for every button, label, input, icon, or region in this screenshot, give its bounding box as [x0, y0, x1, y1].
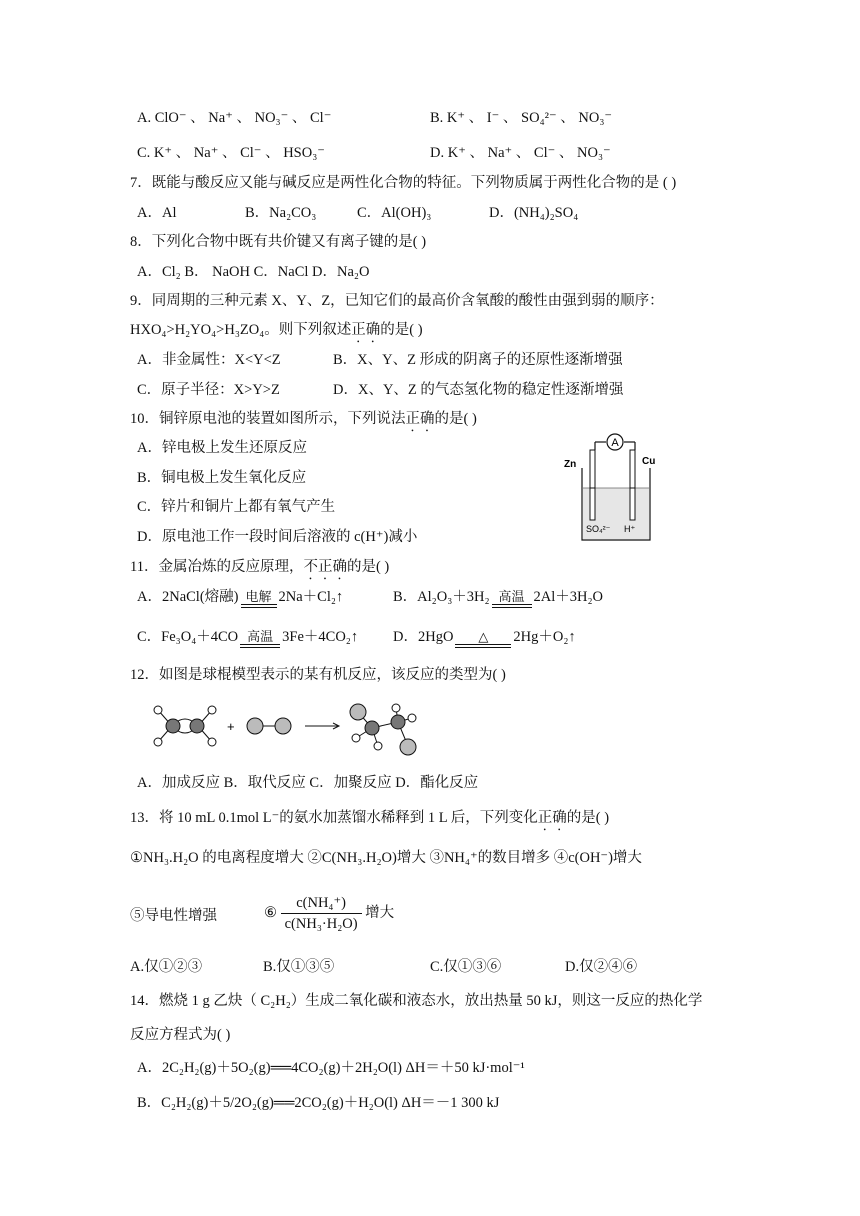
q11-option-a: A．2NaCl(熔融) 电解 2Na＋Cl₂↑ — [137, 586, 343, 608]
q6-option-d: D. K⁺ 、 Na⁺ 、 Cl⁻ 、 NO₃⁻ — [430, 145, 611, 161]
q13-option-d: D.仅②④⑥ — [565, 959, 638, 975]
q13-stem: 13．将 10 mL 0.1mol L⁻的氨水加蒸馏水稀释到 1 L 后，下列变化正确的是( ) — [130, 810, 610, 826]
q6-option-c: C. K⁺ 、 Na⁺ 、 Cl⁻ 、 HSO₃⁻ — [137, 145, 325, 161]
q6-option-a: A. ClO⁻ 、 Na⁺ 、 NO₃⁻ 、 Cl⁻ — [137, 110, 332, 126]
q9-option-b: B．X、Y、Z 形成的阴离子的还原性逐渐增强 — [333, 352, 623, 368]
q13-option-a: A.仅①②③ — [130, 959, 203, 975]
zinc-label: Zn — [564, 459, 577, 470]
q10-option-a: A．锌电极上发生还原反应 — [137, 440, 307, 456]
q14-stem-line2: 反应方程式为( ) — [130, 1027, 231, 1043]
q13-option-b: B.仅①③⑤ — [263, 959, 335, 975]
copper-label: Cu — [642, 456, 656, 467]
q12-stem: 12．如图是球棍模型表示的某有机反应，该反应的类型为( ) — [130, 667, 506, 683]
q10-option-c: C．锌片和铜片上都有氧气产生 — [137, 499, 336, 515]
q7-option-a: A．Al — [137, 205, 177, 221]
q9-option-d: D．X、Y、Z 的气态氢化物的稳定性逐渐增强 — [333, 382, 624, 398]
q13-items-1-4: ①NH₃.H₂O 的电离程度增大 ②C(NH₃.H₂O)增大 ③NH₄⁺的数目增多 ④c(OH⁻)增大 — [130, 850, 642, 866]
q14-option-a: A．2C₂H₂(g)＋5O₂(g)══4CO₂(g)＋2H₂O(l) ΔH＝＋50 kJ·mol⁻¹ — [137, 1060, 525, 1076]
q11-option-d: D．2HgO △ 2Hg＋O₂↑ — [393, 626, 576, 648]
q8-stem: 8．下列化合物中既有共价键又有离子键的是( ) — [130, 234, 427, 250]
q12-options: A．加成反应 B．取代反应 C．加聚反应 D．酯化反应 — [137, 775, 479, 791]
q13-item-5: ⑤导电性增强 — [130, 908, 217, 924]
q6-option-b: B. K⁺ 、 I⁻ 、 SO₄²⁻ 、 NO₃⁻ — [430, 110, 613, 126]
reactant-molecule-1 — [154, 706, 216, 746]
q9-stem-line2: HXO₄>H₂YO₄>H₃ZO₄。则下列叙述正确的是( ) — [130, 322, 423, 338]
q14-option-b: B．C₂H₂(g)＋5/2O₂(g)══2CO₂(g)＋H₂O(l) ΔH＝－1 300 kJ — [137, 1095, 500, 1111]
q13-item-6: ⑥ $\frac{\text{c(NH₄⁺)}}{\text{c(NH₃·H₂O)}}$ 增大 — [264, 895, 395, 932]
q11-option-b: B．Al₂O₃＋3H₂ 高温 2Al＋3H₂O — [393, 586, 603, 608]
q13-option-c: C.仅①③⑥ — [430, 959, 502, 975]
q9-stem-line1: 9．同周期的三种元素 X、Y、Z，已知它们的最高价含氧酸的酸性由强到弱的顺序： — [130, 293, 664, 309]
sulfate-ion-label: SO₄²⁻ — [586, 524, 611, 534]
q7-option-b: B．Na₂CO₃ — [245, 205, 317, 221]
ball-stick-reaction-diagram — [150, 698, 430, 762]
galvanic-cell-diagram — [560, 430, 670, 542]
q10-stem: 10．铜锌原电池的装置如图所示，下列说法正确的是( ) — [130, 411, 477, 427]
q8-options: A．Cl₂ B． NaOH C．NaCl D．Na₂O — [137, 264, 370, 280]
q14-stem-line1: 14．燃烧 1 g 乙炔（ C₂H₂）生成二氧化碳和液态水，放出热量 50 kJ，则这一反应的热化学 — [130, 993, 703, 1009]
hydrogen-ion-label: H⁺ — [624, 524, 636, 534]
reactant-molecule-2 — [247, 718, 291, 734]
ratio-fraction: $\frac{\text{c(NH₄⁺)}}{\text{c(NH₃·H₂O)}}$ — [281, 893, 362, 934]
q7-option-d: D．(NH₄)₂SO₄ — [489, 205, 579, 221]
q9-option-a: A．非金属性：X<Y<Z — [137, 352, 281, 368]
q10-option-d: D．原电池工作一段时间后溶液的 c(H⁺)减小 — [137, 529, 418, 545]
q9-option-c: C．原子半径：X>Y>Z — [137, 382, 280, 398]
q7-stem: 7．既能与酸反应又能与碱反应是两性化合物的特征。下列物质属于两性化合物的是 ( ) — [130, 175, 677, 191]
product-molecule — [350, 704, 416, 755]
q11-option-c: C．Fe₃O₄＋4CO 高温 3Fe＋4CO₂↑ — [137, 626, 358, 648]
q10-option-b: B．铜电极上发生氧化反应 — [137, 470, 307, 486]
plus-sign: + — [227, 719, 235, 734]
q11-stem: 11．金属冶炼的反应原理，不正确的是( ) — [130, 559, 390, 575]
ammeter-label: A — [611, 437, 619, 449]
q7-option-c: C．Al(OH)₃ — [357, 205, 432, 221]
